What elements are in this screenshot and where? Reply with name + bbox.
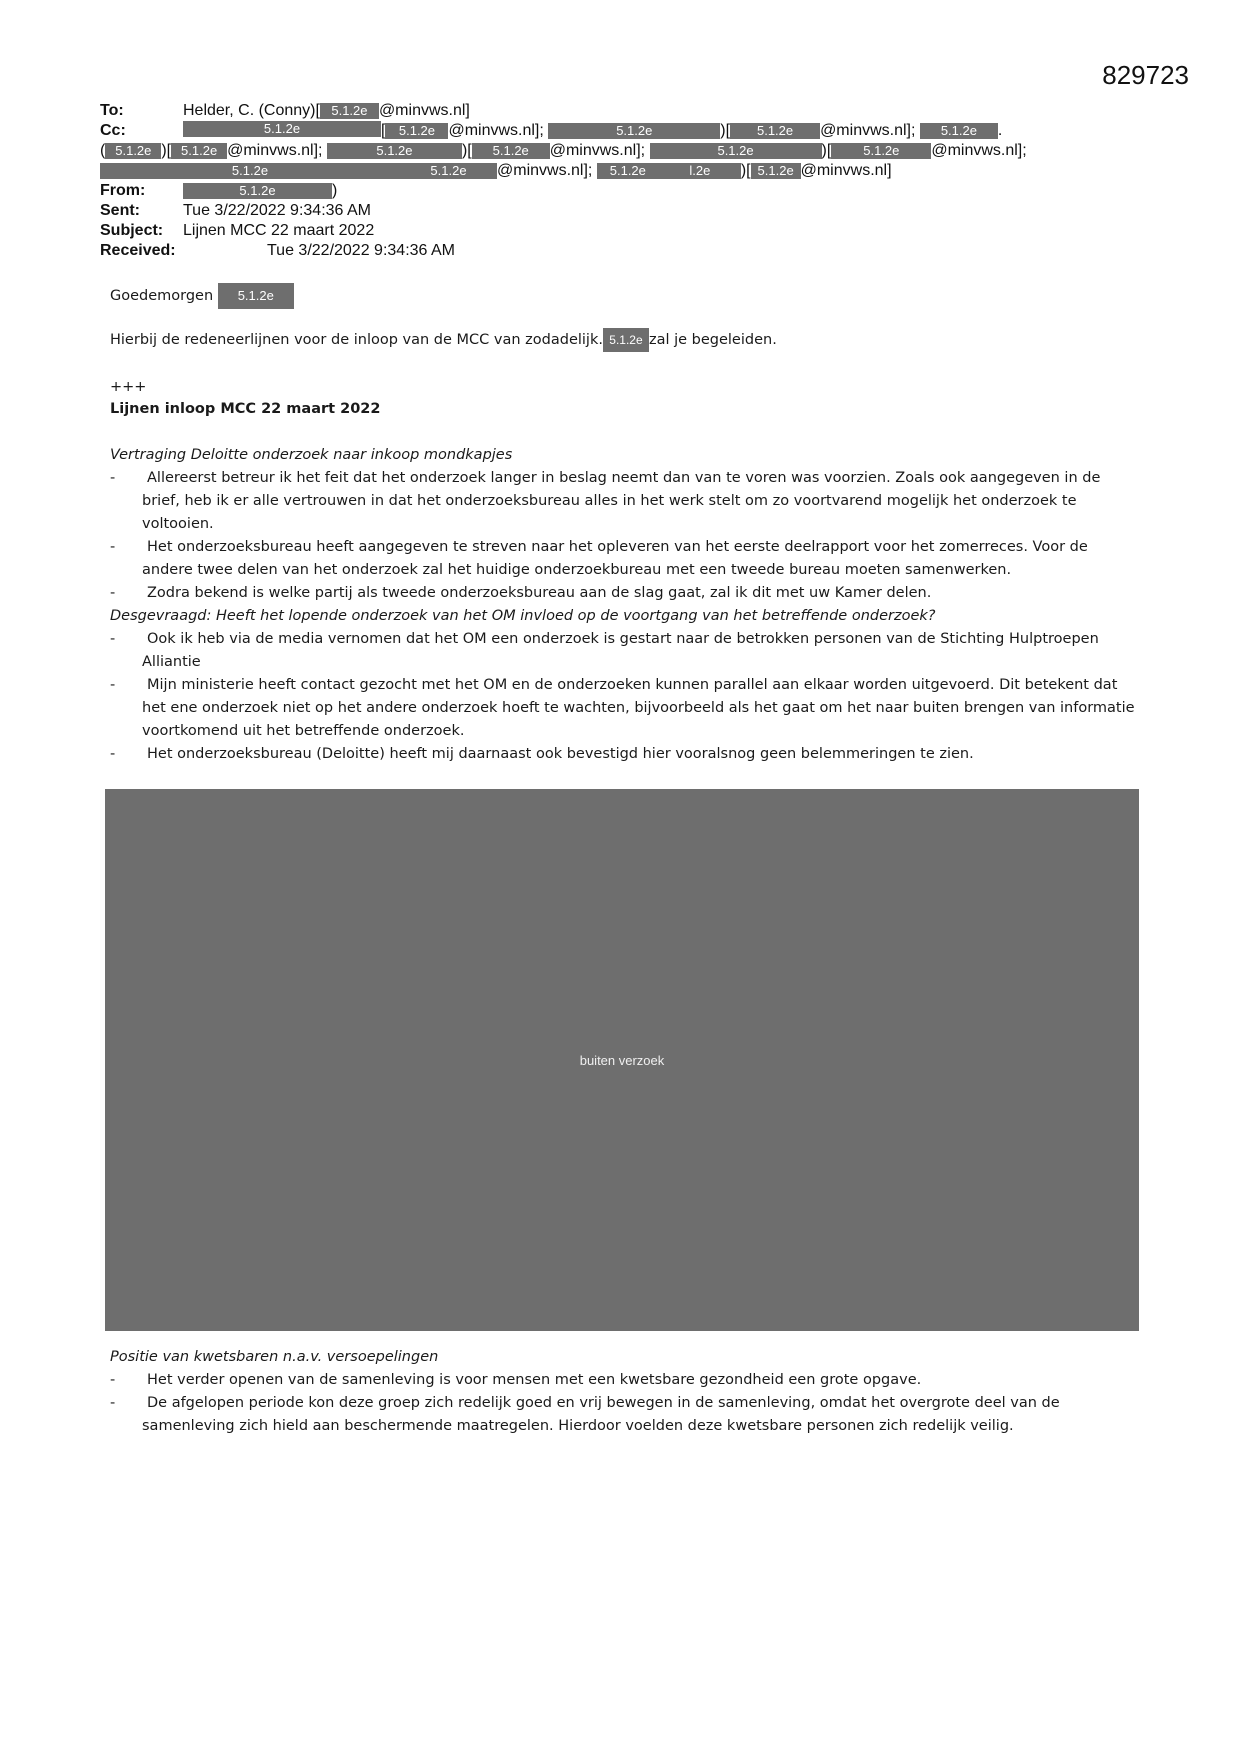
received-value: Tue 3/22/2022 9:34:36 AM (267, 242, 455, 259)
redaction: 5.1.2e (183, 121, 381, 137)
cc-label: Cc: (100, 122, 126, 139)
list-item (110, 1369, 1140, 1392)
list-item-text: Het onderzoeksbureau (Deloitte) heeft mij daarnaast ook bevestigd hier vooralsnog geen belemmeringen te zien. (147, 746, 974, 762)
sent-row (100, 201, 371, 220)
bullet-dash: - (110, 631, 116, 647)
redaction: 5.1.2e (920, 123, 998, 139)
sent-value: Tue 3/22/2022 9:34:36 AM (183, 202, 371, 219)
list-item-text: Zodra bekend is welke partij als tweede onderzoeksbureau aan de slag gaat, zal ik dit met uw Kamer delen. (147, 585, 932, 601)
to-name: Helder, C. (Conny)[ (183, 102, 320, 119)
document-id: 829723 (1102, 60, 1189, 90)
redaction: 5.1.2e (320, 103, 379, 119)
cc-row-2 (100, 141, 1027, 160)
from-row (100, 181, 337, 200)
to-domain: @minvws.nl] (378, 102, 470, 119)
cc-text: @minvws.nl]; (227, 142, 323, 159)
to-label: To: (100, 102, 124, 119)
sent-label: Sent: (100, 202, 140, 219)
redaction: 5.1.2e (603, 328, 649, 352)
cc-text: )[ (720, 122, 731, 139)
redaction: 5.1.2e (105, 143, 161, 159)
list-item-text: Allereerst betreur ik het feit dat het onderzoek langer in beslag neemt dan van te voren was voorzien. Zoals ook aangegeven in de brief, heb ik er alle vertrouwen in dat het onderzoeksbureau alles in het werk stelt om zo voortvarend mogelijk het onderzoek te voltooien. (142, 470, 1101, 532)
list-item-text: Het onderzoeksbureau heeft aangegeven te streven naar het opleveren van het eerste deelrapport voor het zomerreces. Voor de andere twee delen van het onderzoek zal het huidige onderzoekbureau met een tweede bureau moeten samenwerken. (142, 539, 1088, 578)
cc-text: )[ (821, 142, 832, 159)
list-item (110, 582, 1140, 605)
bullet-dash: - (110, 585, 116, 601)
intro (110, 328, 1140, 352)
list-item (110, 536, 1140, 582)
cc-text: @minvws.nl]; (931, 142, 1027, 159)
greeting-text: Goedemorgen (110, 288, 214, 304)
subject-label: Subject: (100, 222, 164, 239)
redaction: 5.1.2e (650, 143, 822, 159)
cc-text: @minvws.nl]; (497, 162, 593, 179)
bullet-dash: - (110, 1395, 116, 1411)
list-item-text: Het verder openen van de samenleving is voor mensen met een kwetsbare gezondheid een grote opgave. (147, 1372, 922, 1388)
redaction: 5.1.2e (327, 143, 462, 159)
list-item-text: De afgelopen periode kon deze groep zich redelijk goed en vrij bewegen in de samenleving, omdat het overgrote deel van de samenleving zich hield aan beschermende maatregelen. Hierdoor voelden deze kwetsbare personen zich redelijk veilig. (142, 1395, 1060, 1434)
redaction: 5.1.2e (385, 123, 448, 139)
cc-row-3 (100, 161, 892, 180)
list-item-text: Ook ik heb via de media vernomen dat het OM een onderzoek is gestart naar de betrokken personen van de Stichting Hulptroepen Alliantie (142, 631, 1099, 670)
redaction-partial: l.2e (659, 163, 741, 179)
redaction: 5.1.2e (730, 123, 820, 139)
intro-text: Hierbij de redeneerlijnen voor de inloop van de MCC van zodadelijk. (110, 332, 603, 348)
redaction: 5.1.2e (472, 143, 550, 159)
redaction: 5.1.2e (100, 163, 400, 179)
cc-text: . (997, 122, 1003, 139)
redaction: 5.1.2e (597, 163, 659, 179)
redaction: 5.1.2e (751, 163, 801, 179)
received-row (100, 241, 455, 260)
section-1-title: Vertraging Deloitte onderzoek naar inkoop mondkapjes (110, 447, 513, 463)
bullet-dash: - (110, 677, 116, 693)
cc-text: [ (381, 122, 386, 139)
subject-row (100, 221, 374, 240)
cc-text: )[ (740, 162, 751, 179)
list-item-text: Mijn ministerie heeft contact gezocht met het OM en de onderzoeken kunnen parallel aan elkaar worden uitgevoerd. Dit betekent dat het ene onderzoek niet op het andere onderzoek hoeft te wachten, bijvoorbeeld als het gaat om het naar buiten brengen van informatie voortkomend uit het betreffende onderzoek. (142, 677, 1135, 739)
list-item (110, 743, 1140, 766)
cc-text: @minvws.nl]; (820, 122, 916, 139)
bullet-dash: - (110, 470, 116, 486)
cc-text: @minvws.nl] (800, 162, 892, 179)
section-1 (110, 444, 1140, 766)
redaction: 5.1.2e (183, 183, 332, 199)
subject-value: Lijnen MCC 22 maart 2022 (183, 222, 375, 239)
bullet-dash: - (110, 746, 116, 762)
question: Desgevraagd: Heeft het lopende onderzoek van het OM invloed op de voortgang van het betreffende onderzoek? (110, 608, 936, 624)
cc-row-1 (100, 121, 1002, 140)
from-suffix: ) (332, 182, 338, 199)
section-2 (110, 1346, 1140, 1438)
cc-text: @minvws.nl]; (448, 122, 544, 139)
received-label: Received: (100, 242, 176, 259)
cc-text: )[ (461, 142, 472, 159)
bullet-dash: - (110, 1372, 116, 1388)
cc-text: ( (100, 142, 106, 159)
list-item (110, 1392, 1140, 1438)
redaction: 5.1.2e (171, 143, 227, 159)
from-label: From: (100, 182, 146, 199)
redaction: 5.1.2e (400, 163, 497, 179)
list-item (110, 674, 1140, 743)
list-item (110, 628, 1140, 674)
intro-text-end: zal je begeleiden. (648, 332, 777, 348)
section-2-title: Positie van kwetsbaren n.a.v. versoepelingen (110, 1349, 439, 1365)
redaction: 5.1.2e (218, 283, 294, 309)
list-item (110, 467, 1140, 536)
cc-text: @minvws.nl]; (549, 142, 646, 159)
body-heading: Lijnen inloop MCC 22 maart 2022 (110, 401, 381, 417)
to-row (100, 101, 470, 120)
redaction: 5.1.2e (548, 123, 720, 139)
cc-text: )[ (161, 142, 172, 159)
separator: +++ (110, 379, 147, 395)
redacted-block (105, 789, 1139, 1331)
redaction: 5.1.2e (831, 143, 931, 159)
redacted-block-label: buiten verzoek (579, 1052, 665, 1068)
bullet-dash: - (110, 539, 116, 555)
greeting (110, 283, 1140, 309)
